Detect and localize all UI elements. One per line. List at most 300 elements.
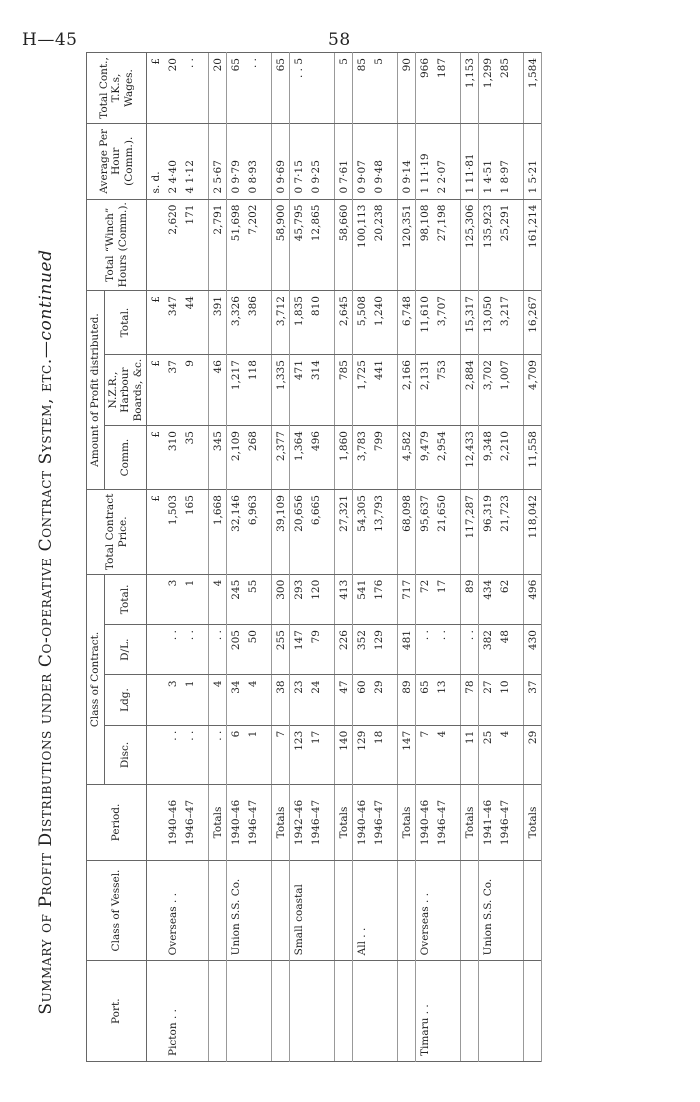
cell-disc <box>147 725 165 784</box>
cell-ptotal: 2,645 <box>335 291 353 355</box>
cell-avg: 0 9·79 <box>227 124 245 200</box>
cell-ldg: 1 <box>181 675 198 725</box>
profit-summary-table <box>86 52 542 1062</box>
cell-period: Totals <box>209 785 227 861</box>
cell-dl: 352 <box>353 625 371 675</box>
cell-ldg: 13 <box>433 675 450 725</box>
cell-ldg: 37 <box>524 675 542 725</box>
cell-vessel <box>209 860 227 961</box>
cell-period: 1946–47 <box>244 785 261 861</box>
cell-avg: 1 11·19 <box>416 124 434 200</box>
cell-port: Picton . . <box>164 961 181 1062</box>
cell-ptotal: 5,508 <box>353 291 371 355</box>
cell-dl: . . <box>416 625 434 675</box>
totals-row <box>272 53 290 1062</box>
table-row <box>353 53 371 1062</box>
cell-avg: 0 9·25 <box>307 124 324 200</box>
cell-port <box>496 961 513 1062</box>
cell-wages: 20 <box>209 53 227 124</box>
cell-wages: 5 <box>370 53 387 124</box>
cell-ldg: 60 <box>353 675 371 725</box>
cell-vessel <box>244 860 261 961</box>
header-profit-distributed: Amount of Profit distributed. <box>87 291 105 490</box>
cell-comm: 1,364 <box>290 426 308 490</box>
table-row <box>496 53 513 1062</box>
cell-disc: 11 <box>461 725 479 784</box>
cell-wages: . . 5 <box>290 53 308 124</box>
cell-price: 27,321 <box>335 490 353 575</box>
cell-total: 3 <box>164 574 181 624</box>
cell-avg: 1 5·21 <box>524 124 542 200</box>
cell-ldg: 3 <box>164 675 181 725</box>
cell-ptotal: 11,610 <box>416 291 434 355</box>
totals-row <box>398 53 416 1062</box>
cell-total: 245 <box>227 574 245 624</box>
cell-vessel <box>461 860 479 961</box>
cell-price: 21,650 <box>433 490 450 575</box>
cell-avg: 1 4·51 <box>479 124 497 200</box>
cell-hours: 161,214 <box>524 199 542 291</box>
cell-port <box>147 961 165 1062</box>
table-row <box>433 53 450 1062</box>
cell-nzr: 2,166 <box>398 355 416 426</box>
cell-ptotal: 44 <box>181 291 198 355</box>
table-row <box>181 53 198 1062</box>
cell-comm: 2,377 <box>272 426 290 490</box>
cell-wages: 1,299 <box>479 53 497 124</box>
header-dl: D/L. <box>104 625 147 675</box>
cell-period: Totals <box>272 785 290 861</box>
cell-price: 13,793 <box>370 490 387 575</box>
cell-ldg: 65 <box>416 675 434 725</box>
cell-disc: 123 <box>290 725 308 784</box>
cell-ldg: 23 <box>290 675 308 725</box>
header-period: Period. <box>87 785 147 861</box>
cell-dl: 481 <box>398 625 416 675</box>
cell-total: 120 <box>307 574 324 624</box>
header-ldg: Ldg. <box>104 675 147 725</box>
cell-vessel <box>307 860 324 961</box>
cell-nzr: 1,007 <box>496 355 513 426</box>
cell-dl: . . <box>164 625 181 675</box>
cell-nzr: 1,335 <box>272 355 290 426</box>
cell-total: 89 <box>461 574 479 624</box>
cell-ptotal: 3,707 <box>433 291 450 355</box>
cell-period <box>147 785 165 861</box>
cell-nzr: £ <box>147 355 165 426</box>
cell-nzr: 471 <box>290 355 308 426</box>
header-average-per-hour: Average Per Hour (Comm.). <box>87 124 147 200</box>
cell-comm: 2,109 <box>227 426 245 490</box>
cell-total: 293 <box>290 574 308 624</box>
cell-comm: 345 <box>209 426 227 490</box>
cell-period: Totals <box>335 785 353 861</box>
cell-nzr: 441 <box>370 355 387 426</box>
cell-disc: 4 <box>433 725 450 784</box>
cell-dl: 147 <box>290 625 308 675</box>
cell-port <box>227 961 245 1062</box>
cell-ldg <box>147 675 165 725</box>
cell-dl: 50 <box>244 625 261 675</box>
cell-comm: 268 <box>244 426 261 490</box>
cell-disc: 6 <box>227 725 245 784</box>
cell-ptotal: 15,317 <box>461 291 479 355</box>
cell-price: 6,963 <box>244 490 261 575</box>
cell-avg: 0 9·48 <box>370 124 387 200</box>
cell-ptotal: 3,326 <box>227 291 245 355</box>
cell-period: 1941–46 <box>479 785 497 861</box>
cell-period: 1946–47 <box>181 785 198 861</box>
cell-ldg: 47 <box>335 675 353 725</box>
totals-row <box>209 53 227 1062</box>
cell-comm: 1,860 <box>335 426 353 490</box>
table-title-text: Summary of Profit Distributions under Co-operative Contract System, etc.— <box>36 340 56 1015</box>
cell-disc: . . <box>209 725 227 784</box>
cell-comm: 2,210 <box>496 426 513 490</box>
cell-ptotal: 6,748 <box>398 291 416 355</box>
cell-total <box>147 574 165 624</box>
cell-hours: 7,202 <box>244 199 261 291</box>
header-class-of-contract: Class of Contract. <box>87 574 105 784</box>
cell-comm: 11,558 <box>524 426 542 490</box>
cell-disc: 7 <box>272 725 290 784</box>
cell-disc: . . <box>181 725 198 784</box>
cell-ptotal: 13,050 <box>479 291 497 355</box>
cell-port <box>524 961 542 1062</box>
cell-disc: 140 <box>335 725 353 784</box>
cell-avg: 1 11·81 <box>461 124 479 200</box>
cell-price: 95,637 <box>416 490 434 575</box>
header-nzr: N.Z.R., Harbour Boards, &c. <box>104 355 147 426</box>
cell-period: Totals <box>461 785 479 861</box>
cell-wages: 65 <box>227 53 245 124</box>
cell-hours: 2,620 <box>164 199 181 291</box>
cell-total: 541 <box>353 574 371 624</box>
cell-hours: 27,198 <box>433 199 450 291</box>
cell-price: 165 <box>181 490 198 575</box>
cell-comm: 4,582 <box>398 426 416 490</box>
cell-price: 6,665 <box>307 490 324 575</box>
cell-ldg: 29 <box>370 675 387 725</box>
cell-period: 1940–46 <box>416 785 434 861</box>
page-number: 58 <box>328 30 351 50</box>
cell-port <box>272 961 290 1062</box>
cell-vessel <box>147 860 165 961</box>
cell-period: 1942–46 <box>290 785 308 861</box>
cell-period: 1946–47 <box>370 785 387 861</box>
cell-nzr: 1,217 <box>227 355 245 426</box>
cell-wages: 85 <box>353 53 371 124</box>
cell-price: 96,319 <box>479 490 497 575</box>
table-body <box>147 53 542 1062</box>
cell-hours: 25,291 <box>496 199 513 291</box>
cell-total: 17 <box>433 574 450 624</box>
cell-hours: 100,113 <box>353 199 371 291</box>
cell-avg: 0 9·14 <box>398 124 416 200</box>
cell-price: £ <box>147 490 165 575</box>
cell-port <box>479 961 497 1062</box>
cell-total: 62 <box>496 574 513 624</box>
cell-port <box>461 961 479 1062</box>
cell-port <box>398 961 416 1062</box>
cell-avg: 4 1·12 <box>181 124 198 200</box>
cell-period: 1946–47 <box>433 785 450 861</box>
cell-ldg: 34 <box>227 675 245 725</box>
cell-comm: 9,348 <box>479 426 497 490</box>
cell-wages <box>307 53 324 124</box>
cell-nzr: 314 <box>307 355 324 426</box>
cell-dl: . . <box>461 625 479 675</box>
cell-price: 117,287 <box>461 490 479 575</box>
cell-dl: 255 <box>272 625 290 675</box>
totals-row <box>461 53 479 1062</box>
table-row <box>416 53 434 1062</box>
cell-period: Totals <box>524 785 542 861</box>
cell-hours: 171 <box>181 199 198 291</box>
cell-port <box>433 961 450 1062</box>
cell-ptotal: 810 <box>307 291 324 355</box>
cell-vessel: Small coastal <box>290 860 308 961</box>
cell-port <box>307 961 324 1062</box>
cell-nzr: 2,884 <box>461 355 479 426</box>
rotated-table-area <box>36 52 648 1062</box>
cell-vessel <box>496 860 513 961</box>
cell-dl: . . <box>209 625 227 675</box>
cell-port <box>181 961 198 1062</box>
cell-nzr: 1,725 <box>353 355 371 426</box>
cell-vessel <box>335 860 353 961</box>
header-winch-hours: Total “Winch” Hours (Comm.). <box>87 199 147 291</box>
cell-total: 300 <box>272 574 290 624</box>
cell-hours: 120,351 <box>398 199 416 291</box>
table-title <box>36 202 56 1062</box>
cell-ldg: 4 <box>209 675 227 725</box>
cell-ptotal: £ <box>147 291 165 355</box>
cell-comm: 2,954 <box>433 426 450 490</box>
cell-dl: 382 <box>479 625 497 675</box>
cell-ldg: 10 <box>496 675 513 725</box>
cell-vessel: Union S.S. Co. <box>479 860 497 961</box>
table-title-continued: continued <box>36 249 56 341</box>
cell-vessel <box>370 860 387 961</box>
cell-ptotal: 1,835 <box>290 291 308 355</box>
header-class-of-vessel: Class of Vessel. <box>87 860 147 961</box>
cell-wages: . . <box>181 53 198 124</box>
cell-price: 68,098 <box>398 490 416 575</box>
cell-port <box>353 961 371 1062</box>
cell-comm: 799 <box>370 426 387 490</box>
cell-wages: 1,153 <box>461 53 479 124</box>
cell-avg: 0 7·61 <box>335 124 353 200</box>
cell-total: 55 <box>244 574 261 624</box>
header-wages: Total Cont., T.K.s, Wages. <box>87 53 147 124</box>
totals-row <box>335 53 353 1062</box>
cell-total: 496 <box>524 574 542 624</box>
cell-period: 1946–47 <box>307 785 324 861</box>
cell-avg: 1 8·97 <box>496 124 513 200</box>
cell-port <box>290 961 308 1062</box>
cell-port <box>244 961 261 1062</box>
cell-disc: 1 <box>244 725 261 784</box>
cell-comm: 12,433 <box>461 426 479 490</box>
cell-price: 21,723 <box>496 490 513 575</box>
cell-dl: 205 <box>227 625 245 675</box>
cell-avg: 2 5·67 <box>209 124 227 200</box>
cell-wages: 5 <box>335 53 353 124</box>
cell-wages: £ <box>147 53 165 124</box>
cell-dl: 129 <box>370 625 387 675</box>
cell-nzr: 118 <box>244 355 261 426</box>
cell-ptotal: 3,217 <box>496 291 513 355</box>
cell-hours: 125,306 <box>461 199 479 291</box>
cell-price: 118,042 <box>524 490 542 575</box>
cell-comm: 9,479 <box>416 426 434 490</box>
cell-nzr: 46 <box>209 355 227 426</box>
cell-dl: . . <box>433 625 450 675</box>
cell-wages: 1,584 <box>524 53 542 124</box>
cell-hours: 12,865 <box>307 199 324 291</box>
cell-period: 1940–46 <box>164 785 181 861</box>
cell-port <box>335 961 353 1062</box>
cell-nzr: 2,131 <box>416 355 434 426</box>
cell-disc: 29 <box>524 725 542 784</box>
cell-period: Totals <box>398 785 416 861</box>
cell-hours: 51,698 <box>227 199 245 291</box>
cell-port <box>209 961 227 1062</box>
cell-comm: £ <box>147 426 165 490</box>
cell-price: 32,146 <box>227 490 245 575</box>
cell-vessel <box>398 860 416 961</box>
cell-price: 54,305 <box>353 490 371 575</box>
cell-ldg: 78 <box>461 675 479 725</box>
cell-dl: 430 <box>524 625 542 675</box>
cell-nzr: 37 <box>164 355 181 426</box>
cell-nzr: 3,702 <box>479 355 497 426</box>
cell-vessel <box>272 860 290 961</box>
header-profit-total: Total. <box>104 291 147 355</box>
header-comm: Comm. <box>104 426 147 490</box>
cell-hours: 45,795 <box>290 199 308 291</box>
cell-ptotal: 1,240 <box>370 291 387 355</box>
cell-total: 434 <box>479 574 497 624</box>
cell-price: 1,503 <box>164 490 181 575</box>
cell-ldg: 27 <box>479 675 497 725</box>
cell-avg: 0 9·69 <box>272 124 290 200</box>
cell-hours: 58,660 <box>335 199 353 291</box>
cell-port: Timaru . . <box>416 961 434 1062</box>
cell-period: 1940–46 <box>353 785 371 861</box>
cell-disc: . . <box>164 725 181 784</box>
totals-row <box>524 53 542 1062</box>
cell-ldg: 24 <box>307 675 324 725</box>
cell-ptotal: 347 <box>164 291 181 355</box>
cell-wages: 187 <box>433 53 450 124</box>
cell-hours: 135,923 <box>479 199 497 291</box>
cell-hours <box>147 199 165 291</box>
cell-wages: 20 <box>164 53 181 124</box>
table-row <box>164 53 181 1062</box>
cell-total: 1 <box>181 574 198 624</box>
cell-nzr: 9 <box>181 355 198 426</box>
table-row <box>307 53 324 1062</box>
cell-avg: 0 8·93 <box>244 124 261 200</box>
cell-total: 717 <box>398 574 416 624</box>
page-reference: H—45 <box>22 30 78 50</box>
cell-avg: s. d. <box>147 124 165 200</box>
cell-avg: 0 7·15 <box>290 124 308 200</box>
cell-comm: 496 <box>307 426 324 490</box>
cell-comm: 35 <box>181 426 198 490</box>
cell-total: 413 <box>335 574 353 624</box>
cell-disc: 129 <box>353 725 371 784</box>
cell-ptotal: 391 <box>209 291 227 355</box>
cell-disc: 18 <box>370 725 387 784</box>
cell-wages: 966 <box>416 53 434 124</box>
cell-hours: 2,791 <box>209 199 227 291</box>
cell-avg: 2 4·40 <box>164 124 181 200</box>
cell-period: 1940–46 <box>227 785 245 861</box>
cell-price: 1,668 <box>209 490 227 575</box>
table-row <box>290 53 308 1062</box>
cell-ldg: 38 <box>272 675 290 725</box>
cell-price: 39,109 <box>272 490 290 575</box>
cell-dl: 48 <box>496 625 513 675</box>
table-row <box>370 53 387 1062</box>
cell-comm: 310 <box>164 426 181 490</box>
cell-hours: 20,238 <box>370 199 387 291</box>
cell-vessel: Union S.S. Co. <box>227 860 245 961</box>
cell-dl: 226 <box>335 625 353 675</box>
cell-comm: 3,783 <box>353 426 371 490</box>
cell-hours: 98,108 <box>416 199 434 291</box>
cell-total: 72 <box>416 574 434 624</box>
cell-ptotal: 16,267 <box>524 291 542 355</box>
cell-port <box>370 961 387 1062</box>
cell-avg: 2 2·07 <box>433 124 450 200</box>
cell-vessel: Overseas . . <box>164 860 181 961</box>
header-disc: Disc. <box>104 725 147 784</box>
cell-disc: 7 <box>416 725 434 784</box>
cell-total: 176 <box>370 574 387 624</box>
cell-dl: . . <box>181 625 198 675</box>
table-row <box>479 53 497 1062</box>
cell-price: 20,656 <box>290 490 308 575</box>
cell-nzr: 753 <box>433 355 450 426</box>
cell-vessel <box>433 860 450 961</box>
cell-wages: 65 <box>272 53 290 124</box>
table-row <box>227 53 245 1062</box>
table-row <box>147 53 165 1062</box>
cell-dl: 79 <box>307 625 324 675</box>
cell-wages: 90 <box>398 53 416 124</box>
cell-hours: 58,900 <box>272 199 290 291</box>
cell-ldg: 89 <box>398 675 416 725</box>
cell-disc: 17 <box>307 725 324 784</box>
cell-nzr: 785 <box>335 355 353 426</box>
cell-wages: 285 <box>496 53 513 124</box>
cell-vessel <box>181 860 198 961</box>
cell-disc: 147 <box>398 725 416 784</box>
cell-disc: 25 <box>479 725 497 784</box>
cell-total: 4 <box>209 574 227 624</box>
cell-dl <box>147 625 165 675</box>
cell-vessel: Overseas . . <box>416 860 434 961</box>
cell-period: 1946–47 <box>496 785 513 861</box>
cell-ptotal: 3,712 <box>272 291 290 355</box>
cell-avg: 0 9·07 <box>353 124 371 200</box>
cell-vessel <box>524 860 542 961</box>
cell-wages: . . <box>244 53 261 124</box>
